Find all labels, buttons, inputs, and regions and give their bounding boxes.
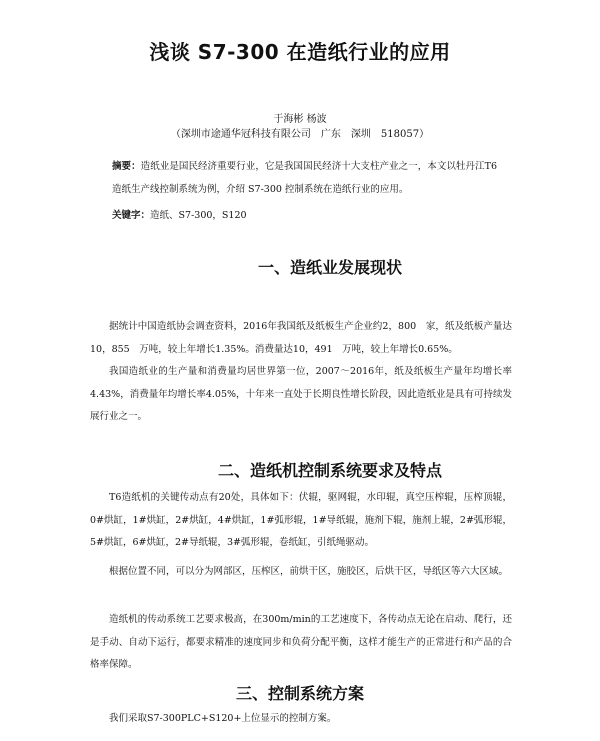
- abstract-text: 造纸业是国民经济重要行业，它是我国国民经济十大支柱产业之一，本文以牡丹江T6造纸生产线控制系统为例，介绍 S7-300 控制系统在造纸行业的应用。: [112, 161, 497, 195]
- abstract-label: 摘要：: [112, 161, 141, 172]
- section-1-paragraph-1: 据统计中国造纸协会调查资料，2016年我国纸及纸板生产企业约2，800 家，纸及纸板产量达10，855 万吨，较上年增长1.35%。消费量达10，491 万吨，较上年增长0.65%。: [90, 321, 512, 355]
- section-2-paragraph-2: 根据位置不同，可以分为网部区，压榨区，前烘干区，施胶区，后烘干区，导纸区等六大区域。: [109, 566, 509, 577]
- section-heading-1: 一、造纸业发展现状: [257, 258, 402, 277]
- abstract: [112, 155, 497, 201]
- paper-authors: 于海彬 杨波: [273, 114, 327, 125]
- section-2-paragraph-1: T6造纸机的关键传动点有20处，具体如下：伏辊，驱网辊，水印辊，真空压榨辊，压榨顶辊，0#烘缸，1#烘缸，2#烘缸，4#烘缸，1#弧形辊，1#导纸辊，施剂下辊，施剂上辊，2#弧形辊，5#烘缸，6#烘缸，2#导纸辊，3#弧形辊，卷纸缸，引纸绳驱动。: [90, 492, 512, 548]
- paper-title: 浅谈 S7-300 在造纸行业的应用: [149, 40, 451, 64]
- keywords: [112, 207, 497, 221]
- keywords-label: 关键字：: [112, 210, 151, 221]
- section-heading-3: 三、控制系统方案: [235, 684, 364, 703]
- section-3-paragraph-1: 我们采取S7-300PLC+S120+上位显示的控制方案。: [109, 713, 337, 724]
- section-1-paragraph-2: 我国造纸业的生产量和消费量均居世界第一位，2007～2016年，纸及纸板生产量年均增长率4.43%，消费量年均增长率4.05%，十年来一直处于长期良性增长阶段，因此造纸业是具有可持续发展行业之一。: [90, 366, 512, 422]
- keywords-text: 造纸、S7-300，S120: [150, 210, 247, 221]
- paper-affiliation: （深圳市途通华冠科技有限公司 广东 深圳 518057）: [170, 129, 430, 140]
- section-2-paragraph-3: 造纸机的传动系统工艺要求极高，在300m/min的工艺速度下，各传动点无论在启动、爬行，还是手动、自动下运行，都要求精准的速度同步和负荷分配平衡，这样才能生产的正常进行和产品的合格率保障。: [90, 614, 512, 670]
- section-heading-2: 二、造纸机控制系统要求及特点: [217, 461, 442, 480]
